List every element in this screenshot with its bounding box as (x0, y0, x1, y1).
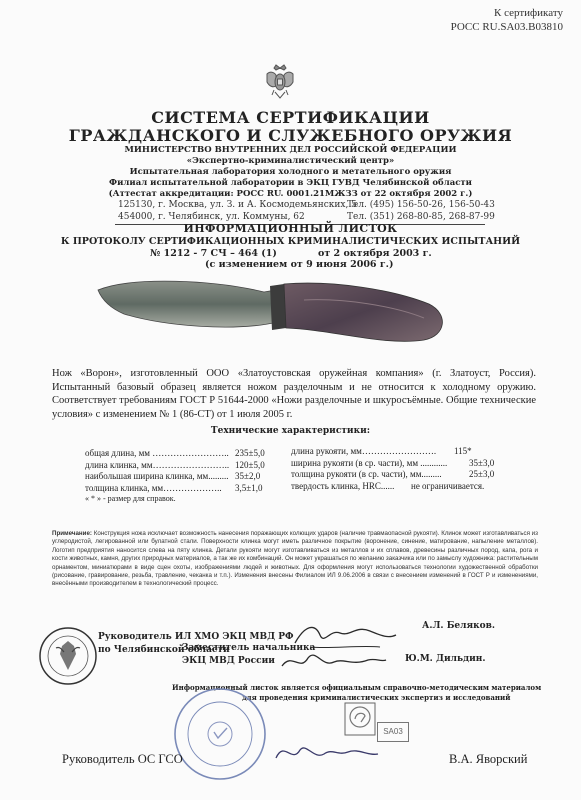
spec-row (291, 446, 541, 458)
laboratory-name: Испытательная лаборатория холодного и метательного оружия (129, 167, 452, 177)
spec-value: 3,5±1,0 (235, 482, 263, 493)
note-text: Конструкция ножа исключает возможность нанесения поражающих колющих ударов (наличие травмаопасной рукояти). Клинок может изготавливаться из углеродистой, легированной или булатной стали. Поверхности клинка могут иметь различное покрытие (воронение, синение, матирование, напыление металлов). Логотип предприятия наносится слева на пяту клинка. Детали рукояти могут изготавливаться из металлов и их сплавов, древесины различных пород, капа, рога и кости животных, камня, других природных материалов, а так же их комбинаций. Он может украшаться по желанию заказчика или по замыслу художника: растительным орнаментом, миниатюрами в виде сцен охоты, изображениями людей и животных. Для оформления могут использоваться технологии художественной обработки (рисование, гравирование, резьба, травление, чеканка и т.п.). Изменения внесены Филиалом ИЛ 9.06.2006 в связи с внесением изменений в ГОСТ Р и изменениями, внесёнными производителем в технологический процесс. (52, 530, 538, 588)
sa03-mark: SA03 (377, 722, 409, 742)
deputy-organization: ЭКЦ МВД России (182, 656, 275, 666)
specs-right (291, 446, 541, 492)
spec-value: 35±2,0 (235, 471, 261, 481)
spec-row (85, 448, 285, 460)
deputy-title: Заместитель начальника (182, 643, 316, 653)
lab-head-title: Руководитель ИЛ ХМО ЭКЦ МВД РФ (98, 632, 294, 642)
spec-row (291, 469, 541, 481)
knife-image (94, 270, 494, 352)
system-title-line-2: ГРАЖДАНСКОГО И СЛУЖЕБНОГО ОРУЖИЯ (68, 126, 513, 145)
info-note-line-2: для проведения криминалистических экспертиз и исследований (242, 693, 511, 702)
spec-row (291, 458, 541, 470)
signature-yavorsky (272, 736, 382, 770)
specs-left (85, 448, 285, 505)
accreditation: (Аттестат аккредитации: РОСС RU. 0001.21МЖЗЗ от 22 октября 2002 г.) (108, 189, 473, 199)
belyakov-name: А.Л. Беляков. (422, 621, 495, 631)
info-sheet-heading: ИНФОРМАЦИОННЫЙ ЛИСТОК (183, 222, 398, 235)
lab-stamp (38, 626, 98, 686)
spec-value: 35±3,0 (469, 457, 495, 468)
phone-moscow: Тел. (495) 156-50-26, 156-50-43 (347, 200, 495, 210)
spec-label: толщина рукояти (в ср. части), мм......... (291, 469, 442, 479)
note-label: Примечание: (52, 530, 92, 537)
reference-line-2: РОСС RU.SA03.B03810 (450, 21, 563, 33)
protocol-number: № 1212 - 7 СЧ – 464 (1) (150, 248, 277, 259)
head-name: В.А. Яворский (449, 752, 528, 766)
spec-footnote: « * » - размер для справок. (85, 494, 176, 503)
spec-label: общая длина, мм …………………….. (85, 448, 229, 458)
spec-label: твердость клинка, HRC...... (291, 480, 395, 491)
rst-mark-icon (344, 702, 376, 736)
spec-row (85, 471, 285, 483)
spec-row (85, 483, 285, 495)
spec-value: 25±3,0 (469, 469, 495, 479)
product-description: Нож «Ворон», изготовленный ООО «Златоустовская оружейная компания» (г. Златоуст, Россия). Испытанный базовый образец является ножом разделочным и не относится к холодному оружию. Соответствует требованиям ГОСТ Р 51644-2000 «Ножи разделочные и шкуросъёмные. Общие технические условия» с изменением № 1 (86-СТ) от 1 июля 2005 г. (52, 368, 536, 420)
spec-value: 120±5,0 (235, 459, 265, 470)
certification-stamp (172, 686, 268, 782)
spec-label: длина рукояти, мм……………………. (291, 446, 437, 456)
protocol-date: от 2 октября 2003 г. (318, 248, 432, 259)
head-title: Руководитель ОС ГСО (62, 752, 183, 766)
certificate-reference (451, 6, 563, 34)
system-title-line-1: СИСТЕМА СЕРТИФИКАЦИИ (151, 108, 430, 127)
spec-value: 115* (454, 446, 472, 456)
dildin-name: Ю.М. Дильдин. (405, 654, 486, 664)
spec-row (85, 460, 285, 472)
center-name: «Экспертно-криминалистический центр» (186, 156, 395, 166)
info-note-line-1: Информационный листок является официальным справочно-методическим материалом (172, 683, 542, 692)
spec-row (291, 481, 541, 493)
address-chelyabinsk: 454000, г. Челябинск, ул. Коммуны, 62 (118, 212, 305, 222)
spec-value: не ограничивается. (411, 480, 485, 491)
spec-label: ширина рукояти (в ср. части), мм ............ (291, 457, 448, 468)
change-date: (с изменением от 9 июня 2006 г.) (205, 259, 394, 270)
specs-heading: Технические характеристики: (210, 426, 371, 436)
note-paragraph (52, 530, 538, 589)
phone-chelyabinsk: Тел. (351) 268-80-85, 268-87-99 (347, 212, 495, 222)
lab-head-region: по Челябинской области (98, 645, 230, 655)
russian-coat-of-arms-icon (261, 62, 299, 102)
ministry-name: МИНИСТЕРСТВО ВНУТРЕННИХ ДЕЛ РОССИЙСКОЙ ФЕДЕРАЦИИ (124, 145, 457, 155)
reference-line-1: К сертификату (494, 7, 563, 19)
address-moscow: 125130, г. Москва, ул. З. и А. Космодемьянских, 5 (118, 200, 357, 210)
spec-label: наибольшая ширина клинка, мм......... (85, 471, 229, 481)
signature-dildin (278, 646, 388, 676)
spec-label: длина клинка, мм…………………….. (85, 459, 230, 470)
spec-label: толщина клинка, мм……………….. (85, 482, 222, 493)
branch-name: Филиал испытательной лаборатории в ЭКЦ ГУВД Челябинской области (109, 178, 472, 188)
protocol-title: К ПРОТОКОЛУ СЕРТИФИКАЦИОННЫХ КРИМИНАЛИСТИЧЕСКИХ ИСПЫТАНИЙ (60, 236, 521, 247)
spec-value: 235±5,0 (235, 448, 265, 458)
